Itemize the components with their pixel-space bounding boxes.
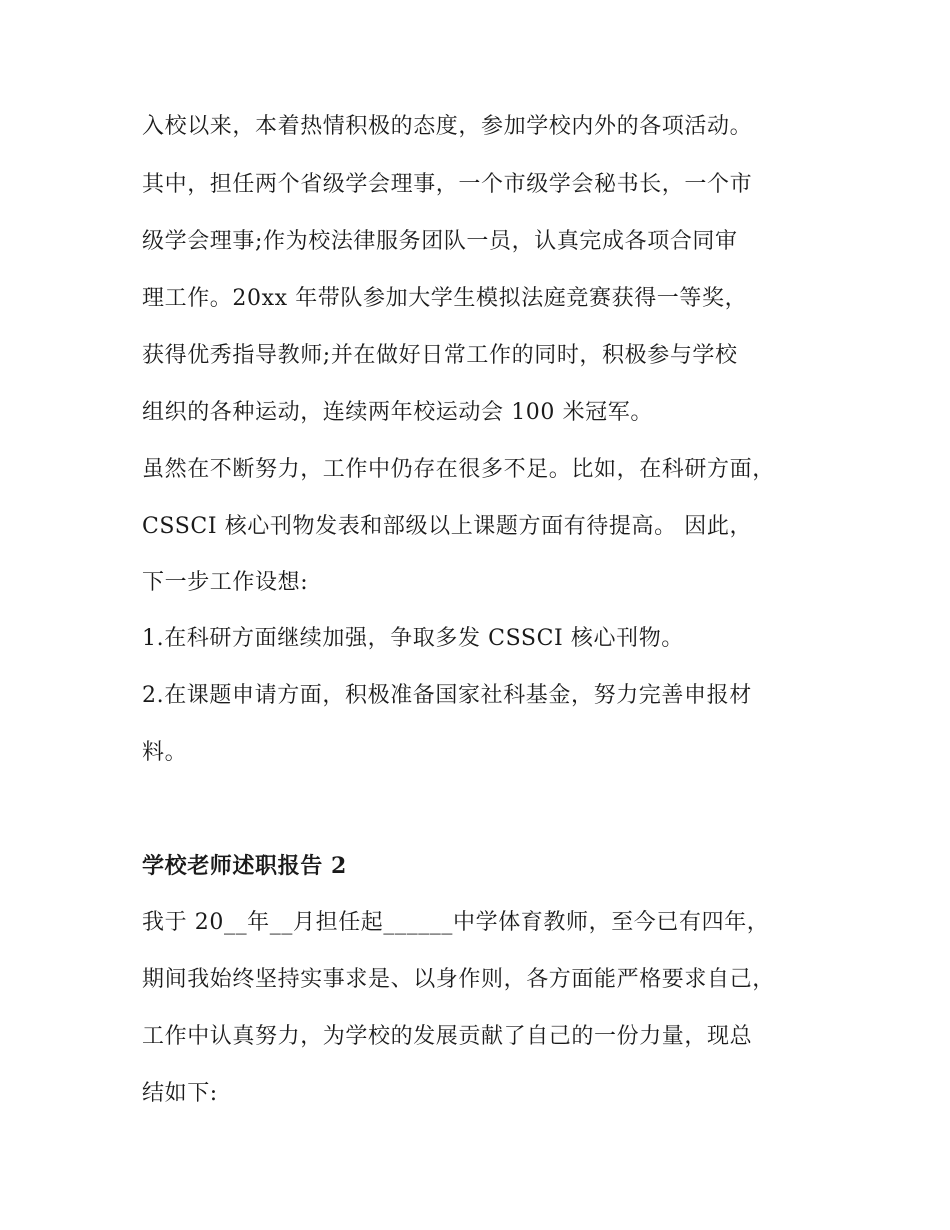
paragraph-line: CSSCI 核心刊物发表和部级以上课题方面有待提高。 因此， xyxy=(142,514,753,539)
paragraph-line: 料。 xyxy=(142,740,188,765)
paragraph-line: 下一步工作设想: xyxy=(142,570,309,595)
paragraph-line: 虽然在不断努力，工作中仍存在很多不足。比如，在科研方面， xyxy=(142,457,775,482)
section-heading: 学校老师述职报告 2 xyxy=(142,853,347,879)
paragraph-line: 我于 20__年__月担任起______中学体育教师，至今已有四年， xyxy=(142,910,770,935)
paragraph-line: 级学会理事;作为校法律服务团队一员，认真完成各项合同审 xyxy=(142,229,738,254)
paragraph-line: 组织的各种运动，连续两年校运动会 100 米冠军。 xyxy=(142,400,653,425)
paragraph-line: 入校以来，本着热情积极的态度，参加学校内外的各项活动。 xyxy=(142,114,753,139)
paragraph-line: 结如下: xyxy=(142,1081,218,1106)
paragraph-line: 理工作。20xx 年带队参加大学生模拟法庭竞赛获得一等奖， xyxy=(142,286,748,311)
paragraph-line: 期间我始终坚持实事求是、以身作则，各方面能严格要求自己， xyxy=(142,967,775,992)
paragraph-line: 工作中认真努力，为学校的发展贡献了自己的一份力量，现总 xyxy=(142,1024,753,1049)
paragraph-line: 其中，担任两个省级学会理事，一个市级学会秘书长，一个市 xyxy=(142,172,753,197)
list-item: 2.在课题申请方面，积极准备国家社科基金，努力完善申报材 xyxy=(142,683,752,708)
paragraph-line: 获得优秀指导教师;并在做好日常工作的同时，积极参与学校 xyxy=(142,343,738,368)
list-item: 1.在科研方面继续加强，争取多发 CSSCI 核心刊物。 xyxy=(142,626,684,651)
